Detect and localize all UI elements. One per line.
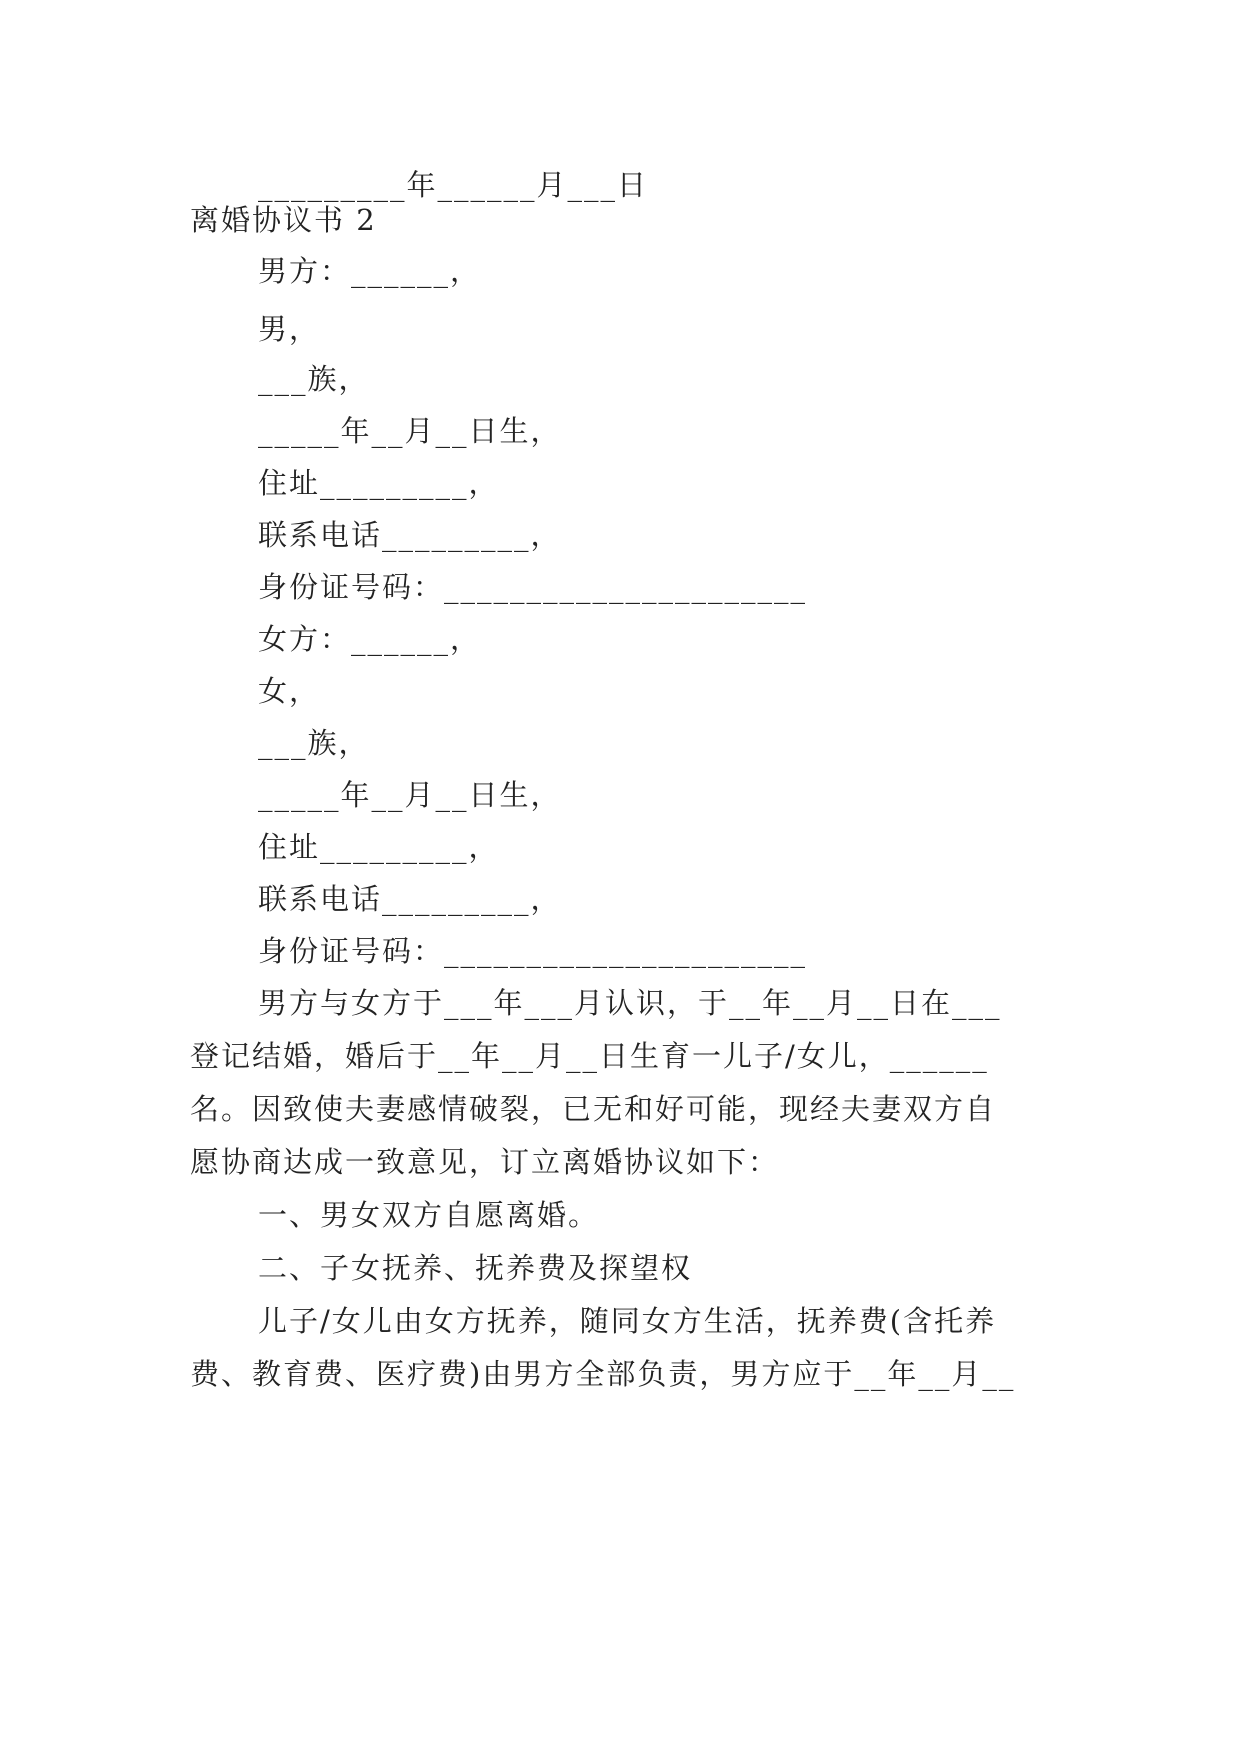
male-phone: 联系电话_________， [258,518,562,552]
male-gender: 男， [258,312,321,346]
female-ethnicity: ___族， [258,726,370,760]
paragraph-line: 登记结婚，婚后于__年__月__日生育一儿子/女儿，______ [190,1039,989,1073]
clause-two-heading: 二、子女抚养、抚养费及探望权 [258,1251,693,1285]
female-party-name: 女方：______， [258,622,482,656]
male-address: 住址_________， [258,466,500,500]
date-line: _________年______月___日 [258,168,649,202]
paragraph-line: 费、教育费、医疗费)由男方全部负责，男方应于__年__月__ [190,1357,1016,1391]
female-phone: 联系电话_________， [258,882,562,916]
paragraph-line: 愿协商达成一致意见，订立离婚协议如下： [190,1145,780,1179]
male-ethnicity: ___族， [258,362,370,396]
female-address: 住址_________， [258,830,500,864]
female-gender: 女， [258,674,321,708]
clause-one: 一、男女双方自愿离婚。 [258,1198,600,1232]
document-title: 离婚协议书 2 [190,203,377,237]
male-id-number: 身份证号码：______________________ [258,570,808,604]
paragraph-line: 儿子/女儿由女方抚养，随同女方生活，抚养费(含托养 [258,1304,997,1338]
female-birthdate: _____年__月__日生， [258,778,562,812]
male-party-name: 男方：______， [258,254,482,288]
paragraph-line: 男方与女方于___年___月认识，于__年__月__日在___ [258,986,1002,1020]
paragraph-line: 名。因致使夫妻感情破裂，已无和好可能，现经夫妻双方自 [190,1092,997,1126]
male-birthdate: _____年__月__日生， [258,414,562,448]
female-id-number: 身份证号码：______________________ [258,934,808,968]
